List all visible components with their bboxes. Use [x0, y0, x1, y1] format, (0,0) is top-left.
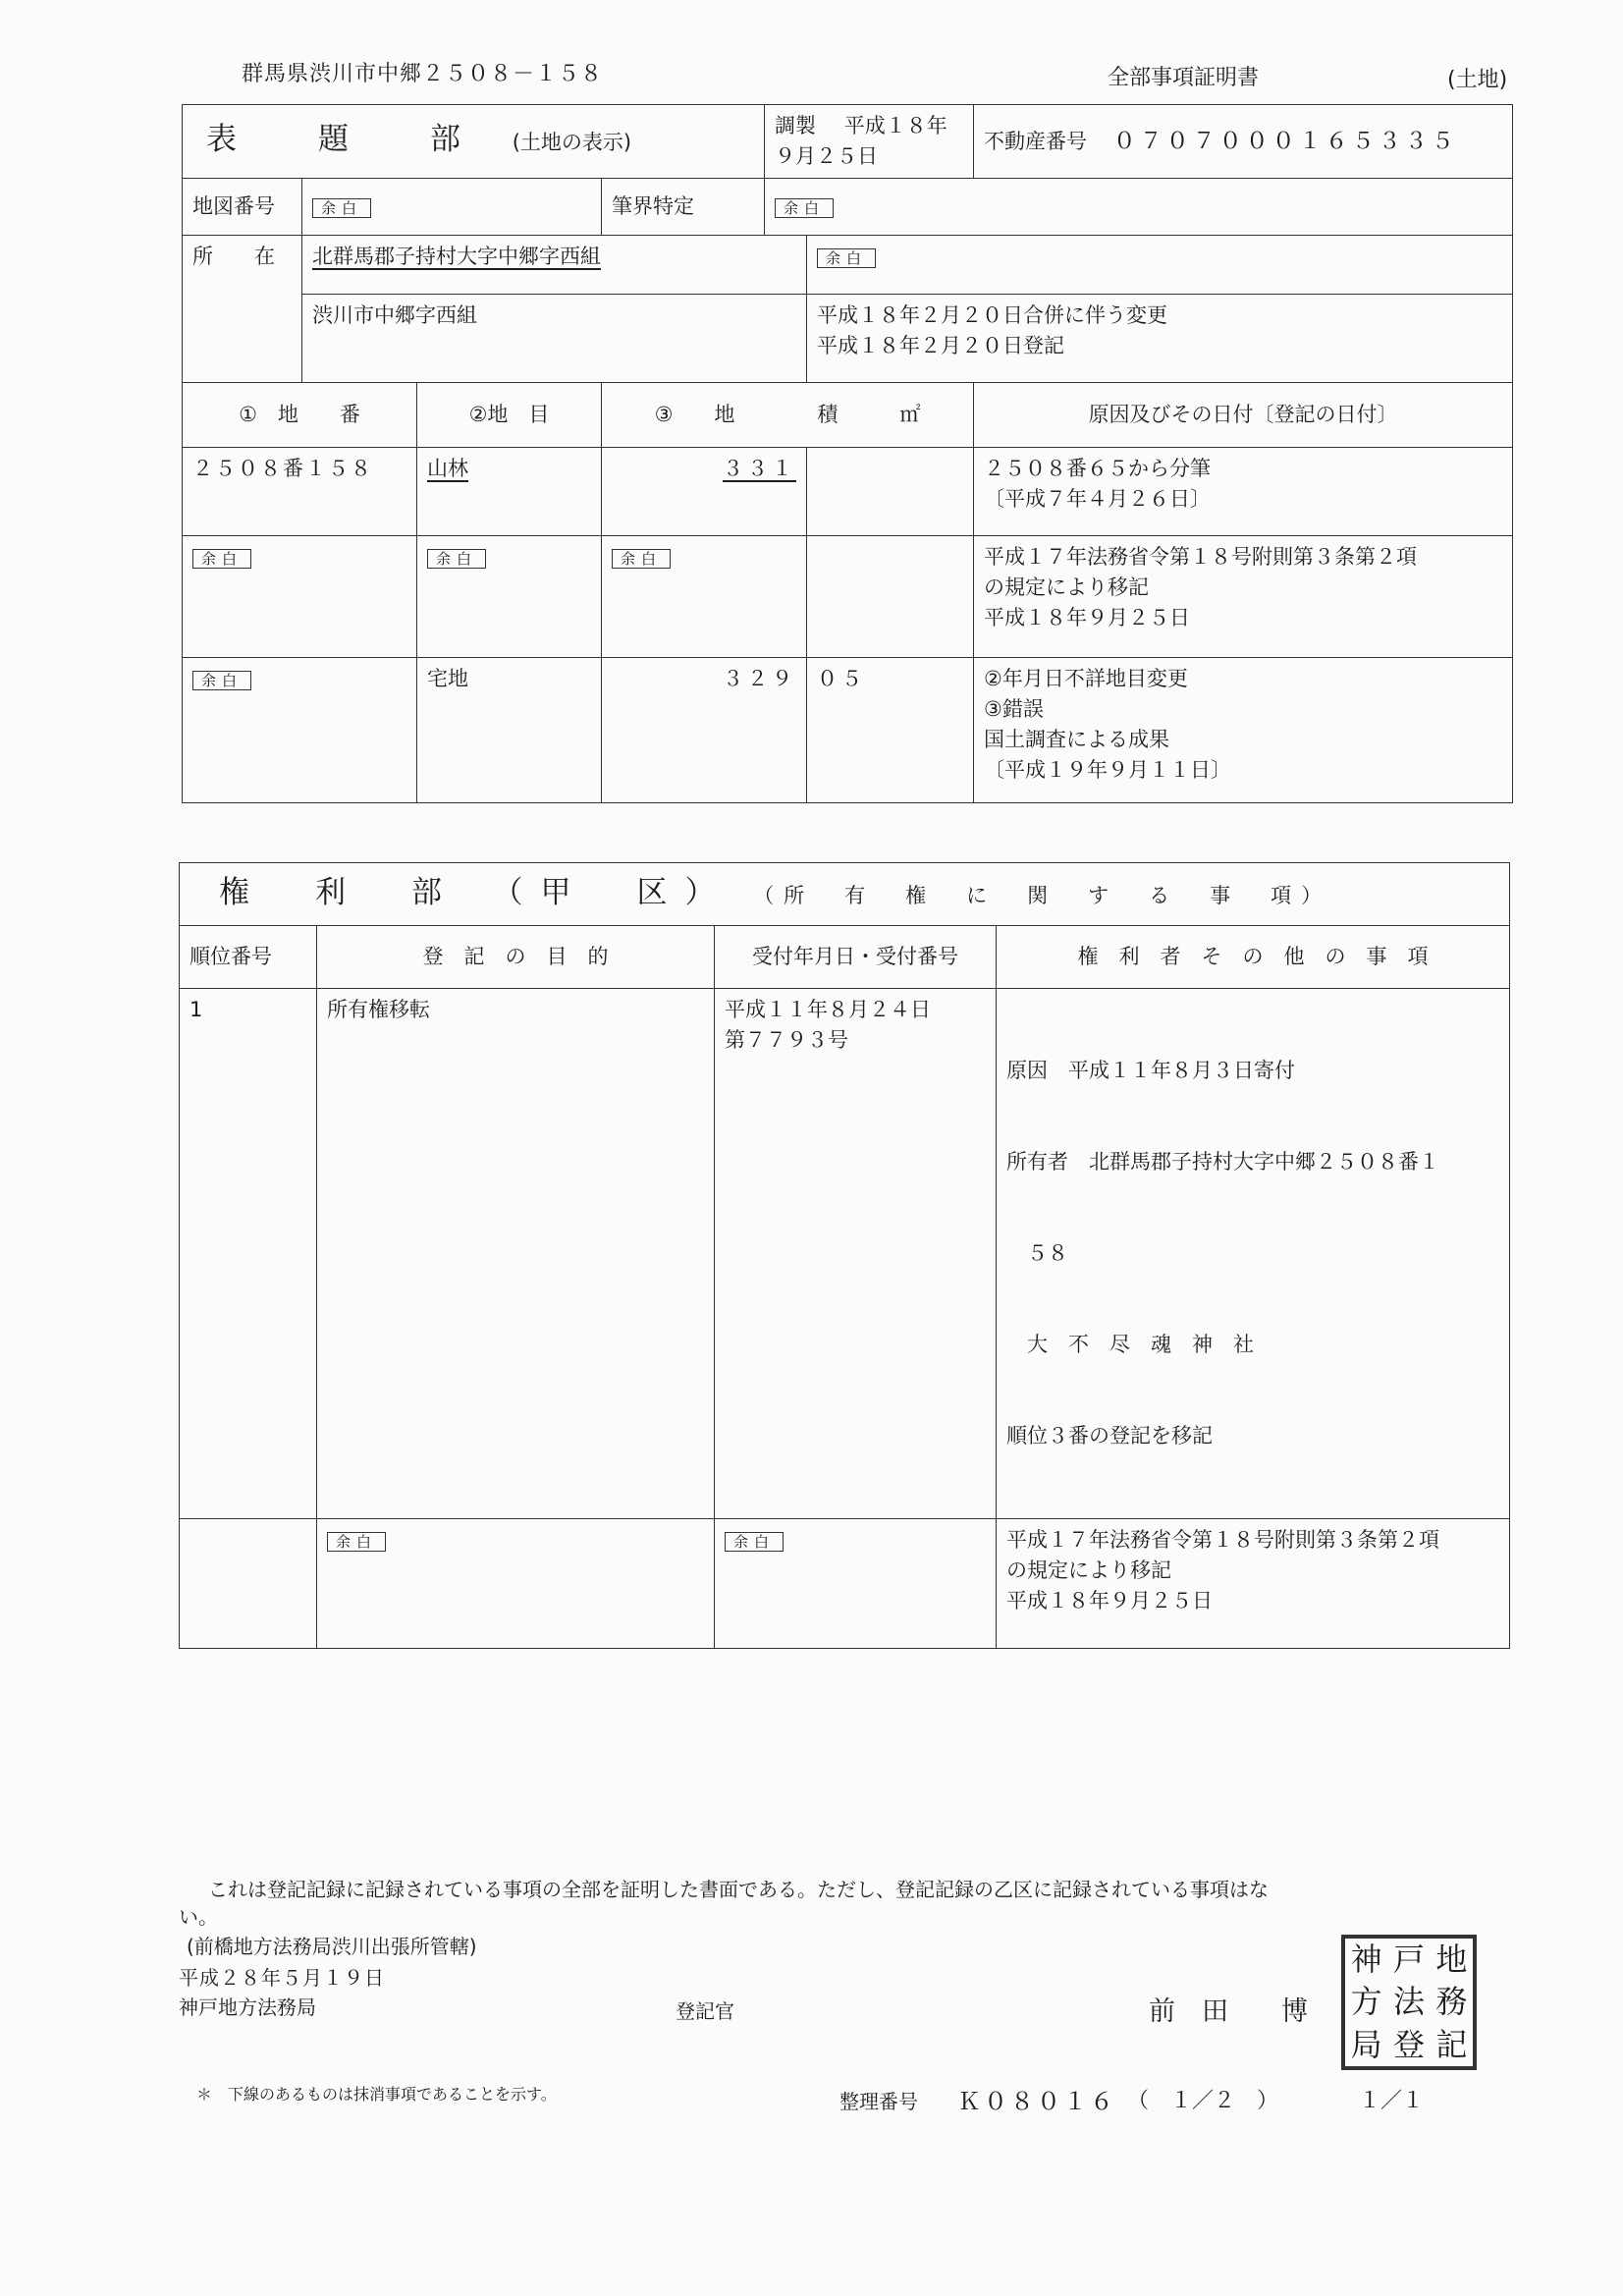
fudosan-number: ０７０７０００１６５３３５ [1112, 128, 1458, 154]
land-chiseki-int [602, 658, 807, 803]
official-seal [1341, 1935, 1477, 2070]
hyodai-title: 表 題 部 [206, 122, 486, 157]
kenri-uketsuke [715, 1519, 997, 1649]
hikkai-label: 筆界特定 [602, 179, 765, 236]
office-note: (前橋地方法務局渋川出張所管轄) [187, 1935, 477, 1958]
land-chimoku-yohaku: 余白 [427, 549, 486, 569]
chosei-date: 平成１８年９月２５日 [775, 114, 947, 168]
certification-line-1: これは登記記録に記録されている事項の全部を証明した書面である。ただし、登記記録の乙区に記録されている事項はな [208, 1878, 1269, 1901]
land-genin-line: 平成１８年９月２５日 [984, 606, 1191, 629]
shozai-note-2-line1: 平成１８年２月２０日合併に伴う変更 [817, 303, 1168, 327]
land-genin [974, 658, 1513, 803]
land-genin [974, 536, 1513, 658]
seal-char: 地 [1435, 1941, 1468, 1978]
shozai-label: 所 在 [183, 236, 302, 383]
land-chiban: ２５０８番１５８ [183, 448, 417, 536]
col-genin: 原因及びその日付〔登記の日付〕 [974, 383, 1513, 448]
land-genin-line: ②年月日不詳地目変更 [984, 667, 1188, 690]
seal-char: 局 [1350, 2025, 1382, 2063]
seal-char: 神 [1350, 1941, 1382, 1978]
land-chiseki-int [602, 448, 807, 536]
seal-char: 記 [1435, 2025, 1468, 2063]
kenri-juni: 1 [180, 989, 317, 1519]
land-chiseki-yohaku: 余白 [612, 549, 671, 569]
hikkai-yohaku: 余白 [775, 198, 834, 218]
land-chiseki-dec [807, 536, 974, 658]
kenri-subtitle: （所 有 権 に 関 す る 事 項） [753, 883, 1332, 907]
shozai-place-1-text: 北群馬郡子持村大字中郷字西組 [312, 245, 601, 268]
kenri-mokuteki [317, 1519, 715, 1649]
kenri-uketsuke [715, 989, 997, 1519]
col-chiban: ① 地 番 [183, 383, 417, 448]
land-genin-line: 平成１７年法務省令第１８号附則第３条第２項 [984, 545, 1418, 569]
shozai-note-2 [807, 295, 1513, 383]
kenri-mokuteki-yohaku: 余白 [327, 1532, 386, 1552]
registrar-name: 前 田 博 [1149, 1996, 1308, 2027]
chizu-yohaku: 余白 [312, 198, 371, 218]
land-chiban-yohaku: 余白 [192, 549, 251, 569]
land-chiseki-int-text: ３２９ [723, 667, 797, 690]
seal-char: 務 [1435, 1983, 1468, 2021]
chizu-label: 地図番号 [183, 179, 302, 236]
kenri-kenrisha-line: 順位３番の登記を移記 [1006, 1424, 1213, 1448]
page-number: １／１ [1359, 2089, 1425, 2113]
kenri-row [180, 989, 1510, 1519]
kenri-kenrisha-line: 原因 平成１１年８月３日寄付 [1006, 1059, 1295, 1082]
land-chiseki-int-text: ３３１ [723, 457, 797, 480]
land-genin-line: の規定により移記 [984, 575, 1150, 599]
seiri-number: Ｋ０８０１６ [957, 2088, 1116, 2115]
document-location: 群馬県渋川市中郷２５０８－１５８ [242, 62, 604, 86]
page-of: （ １／２ ） [1127, 2089, 1279, 2113]
document-type: (土地) [1447, 68, 1508, 92]
land-genin-line: 国土調査による成果 [984, 728, 1170, 751]
kenri-row [180, 1519, 1510, 1649]
kenri-kenrisha [997, 989, 1510, 1519]
col-juni: 順位番号 [180, 926, 317, 989]
kenri-title: 権 利 部 （甲 区） [219, 874, 733, 910]
shozai-note-1 [807, 236, 1513, 295]
kenri-uketsuke-line: 平成１１年８月２４日 [725, 998, 931, 1021]
land-chiseki-dec [807, 448, 974, 536]
bureau-name: 神戸地方法務局 [179, 1995, 316, 2019]
footnote: ＊ 下線のあるものは抹消事項であることを示す。 [196, 2085, 557, 2104]
col-chiseki: ③ 地 積 ㎡ [602, 383, 974, 448]
col-chimoku: ②地 目 [417, 383, 602, 448]
kenri-uketsuke-yohaku: 余白 [725, 1532, 784, 1552]
seal-char: 方 [1350, 1983, 1382, 2021]
land-genin-line: ２５０８番６５から分筆 [984, 457, 1212, 480]
kenri-kenrisha-line: 所有者 北群馬郡子持村大字中郷２５０８番１ [1006, 1150, 1439, 1174]
certification-line-2: い。 [179, 1905, 218, 1929]
land-genin [974, 448, 1513, 536]
chizu-value-cell [302, 179, 602, 236]
kenri-mokuteki: 所有権移転 [317, 989, 715, 1519]
chosei-cell [765, 105, 974, 179]
hyodai-subtitle: (土地の表示) [512, 131, 632, 154]
fudosan-cell [974, 105, 1513, 179]
land-row [183, 658, 1513, 803]
col-mokuteki: 登 記 の 目 的 [317, 926, 715, 989]
land-chiban-yohaku: 余白 [192, 671, 251, 690]
kenri-kenrisha-line: 平成１７年法務省令第１８号附則第３条第２項 [1006, 1528, 1439, 1552]
kenri-kenrisha [997, 1519, 1510, 1649]
kenri-kenrisha-line: ５８ [1006, 1241, 1068, 1265]
land-chiban [183, 536, 417, 658]
document-title: 全部事項証明書 [1108, 66, 1260, 90]
kenri-kenrisha-line: 大 不 尽 魂 神 社 [1006, 1333, 1254, 1356]
land-chimoku [417, 448, 602, 536]
land-genin-line: ③錯誤 [984, 697, 1044, 721]
seal-char: 戸 [1392, 1941, 1425, 1978]
land-genin-line: 〔平成１９年９月１１日〕 [984, 758, 1232, 782]
land-chiban [183, 658, 417, 803]
shozai-place-1 [302, 236, 807, 295]
hyodai-table [182, 104, 1513, 803]
issue-date: 平成２８年５月１９日 [179, 1966, 385, 1990]
col-kenrisha: 権 利 者 そ の 他 の 事 項 [997, 926, 1510, 989]
land-genin-line: 〔平成７年４月２６日〕 [984, 487, 1212, 511]
land-chimoku: 宅地 [417, 658, 602, 803]
kenri-uketsuke-line: 第７７９３号 [725, 1028, 848, 1052]
seal-char: 法 [1392, 1983, 1425, 2021]
kenri-table [179, 862, 1510, 1649]
land-chiseki-int [602, 536, 807, 658]
kenri-kenrisha-line: の規定により移記 [1006, 1558, 1171, 1582]
shozai-note-2-line2: 平成１８年２月２０日登記 [817, 334, 1065, 357]
kenri-kenrisha-line: 平成１８年９月２５日 [1006, 1589, 1213, 1613]
land-chiseki-dec: ０５ [807, 658, 974, 803]
col-uketsuke: 受付年月日・受付番号 [715, 926, 997, 989]
seiri-label: 整理番号 [839, 2090, 918, 2113]
land-row [183, 536, 1513, 658]
hikkai-value-cell [765, 179, 1513, 236]
shozai-place-2: 渋川市中郷字西組 [302, 295, 807, 383]
land-row [183, 448, 1513, 536]
seal-char: 登 [1392, 2025, 1425, 2063]
registrar-label: 登記官 [676, 1999, 734, 2023]
land-chimoku-text: 山林 [427, 457, 468, 480]
kenri-juni [180, 1519, 317, 1649]
shozai-note-1-yohaku: 余白 [817, 248, 876, 268]
chosei-label: 調製 [775, 114, 817, 137]
hyodai-title-cell [183, 105, 765, 179]
kenri-title-cell [180, 863, 1510, 926]
land-chimoku [417, 536, 602, 658]
fudosan-label: 不動産番号 [984, 129, 1088, 153]
